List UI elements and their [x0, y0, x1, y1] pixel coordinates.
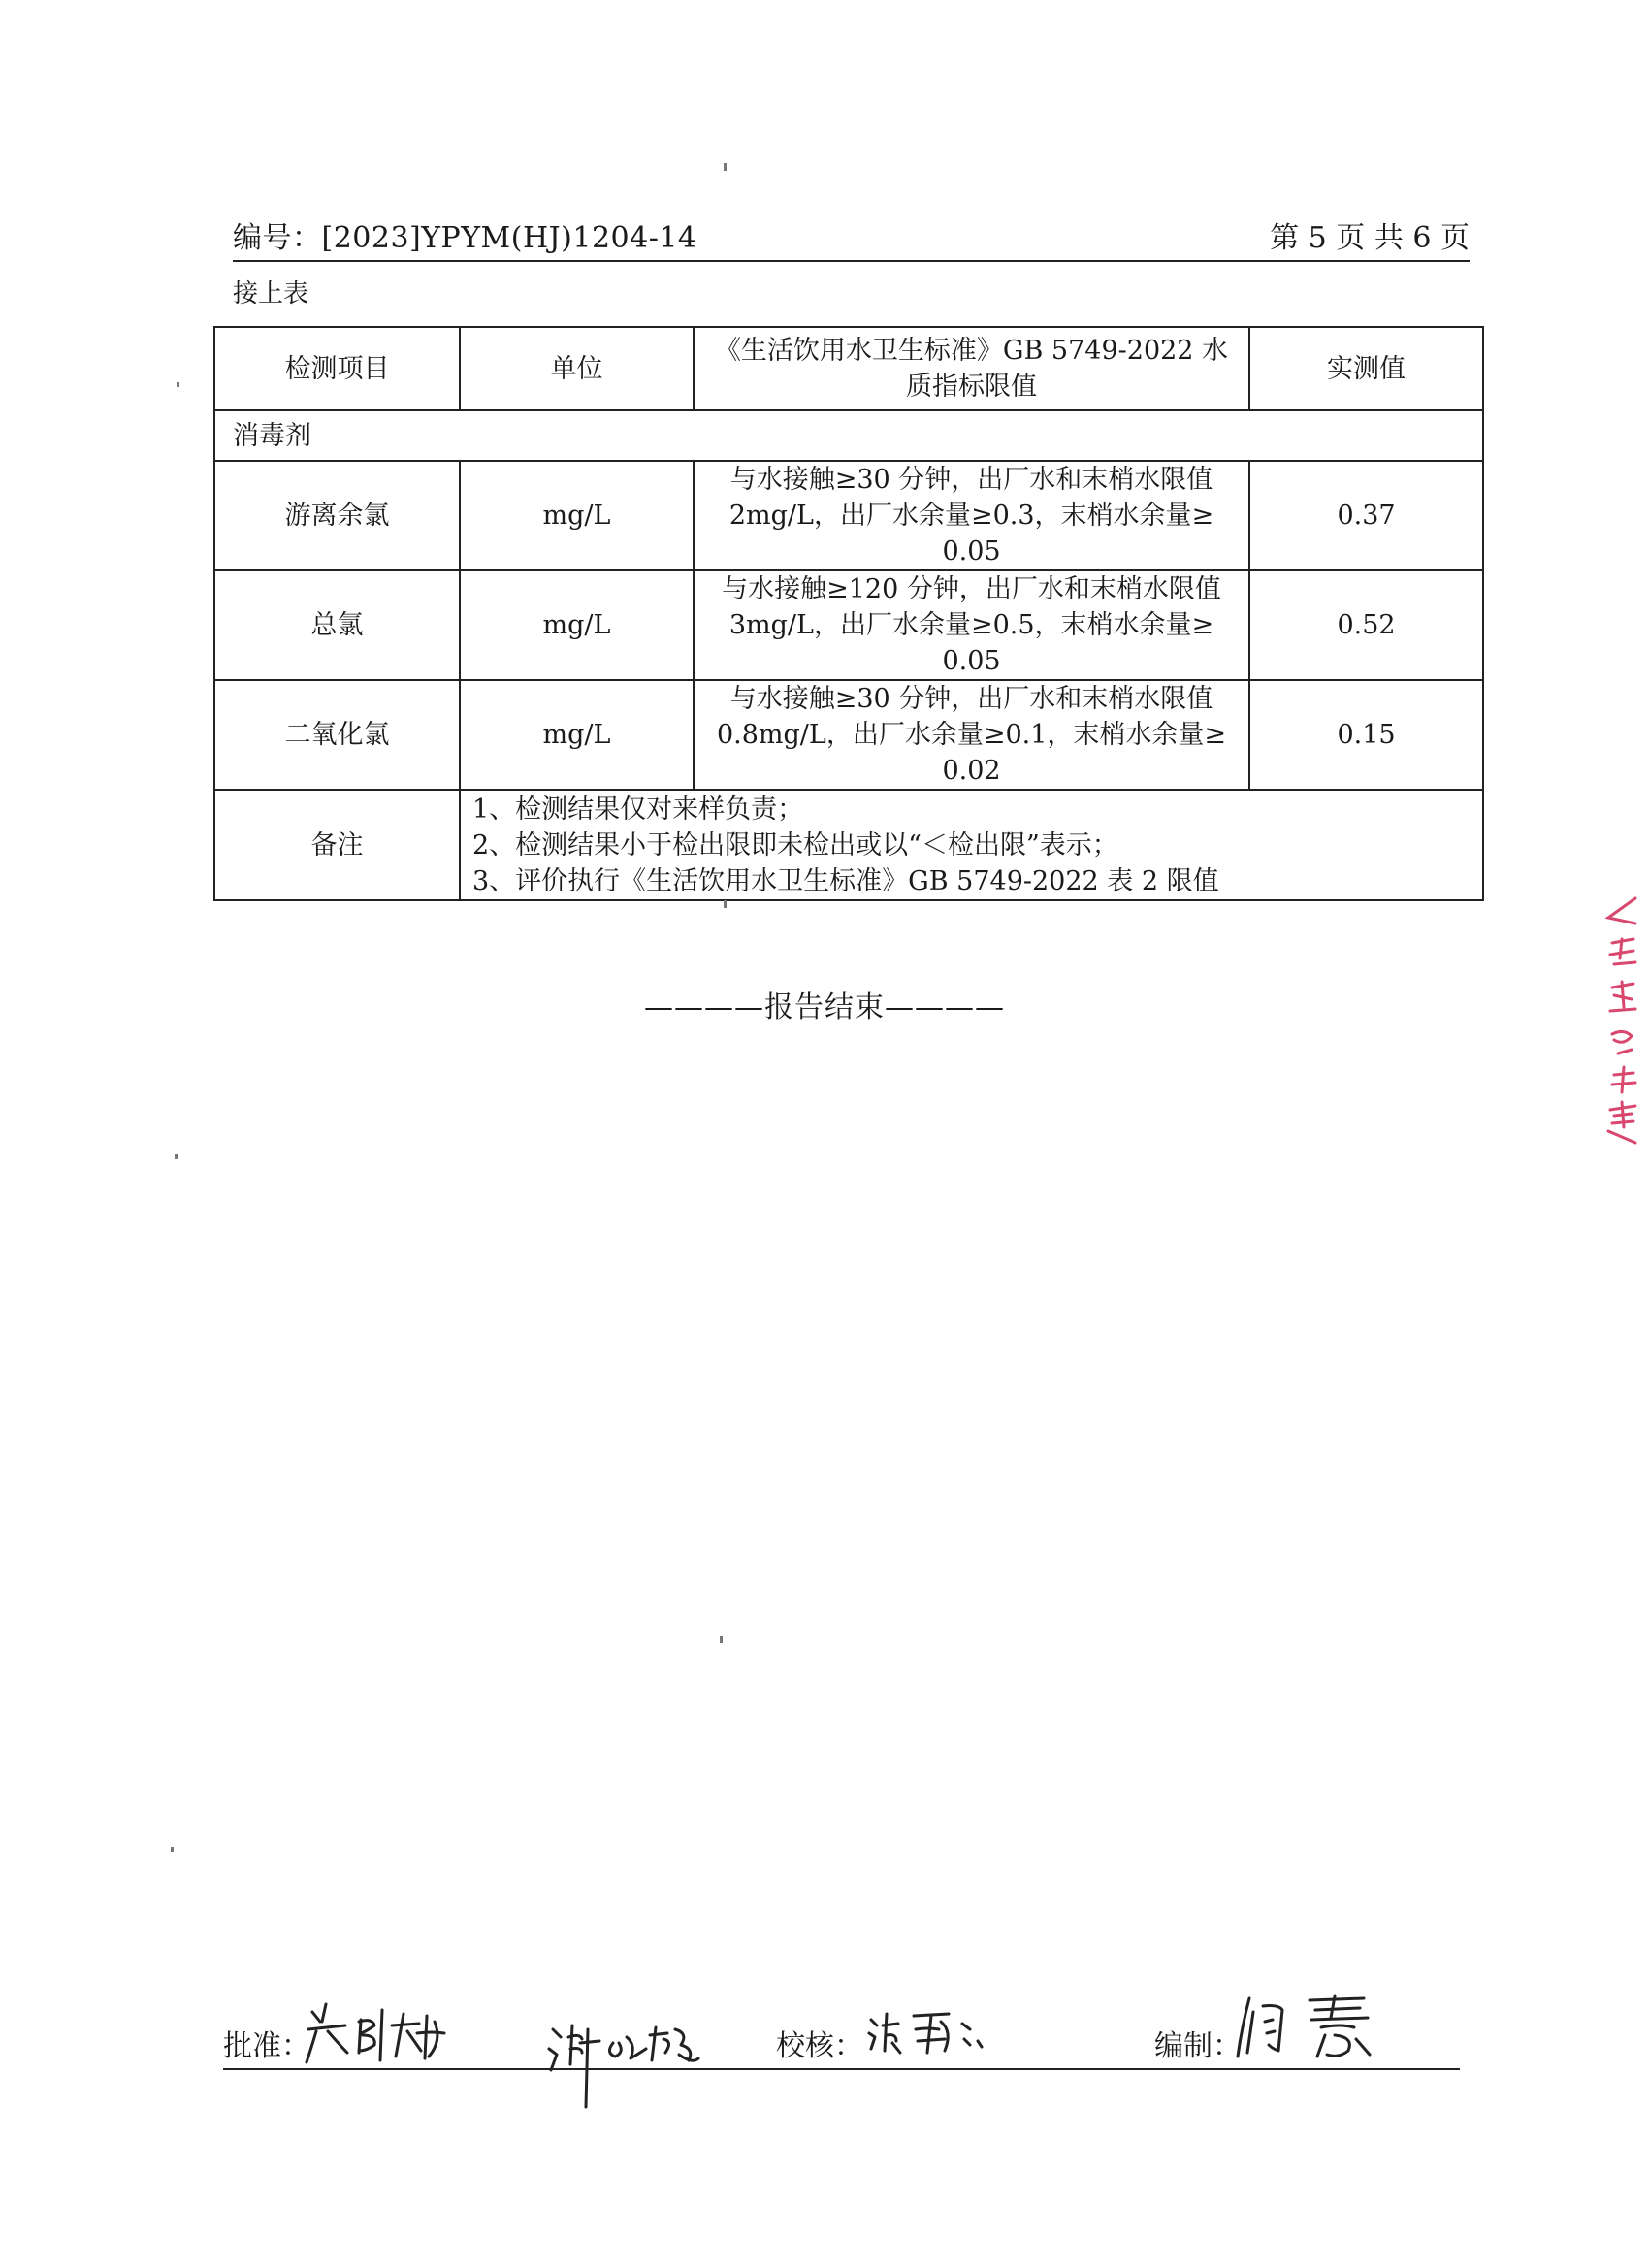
row-unit: mg/L — [460, 461, 694, 570]
limit-line: 0.05 — [942, 646, 1001, 676]
remark-line: 1、检测结果仅对来样负责； — [472, 794, 804, 825]
limit-line: 0.8mg/L，出厂水余量≥0.1，末梢水余量≥ — [716, 720, 1227, 750]
results-table — [213, 326, 1484, 901]
row-measured: 0.52 — [1249, 570, 1483, 680]
header-item: 检测项目 — [214, 327, 460, 410]
approver-signature-2 — [543, 2010, 708, 2117]
row-limit — [694, 461, 1249, 570]
remark-line: 3、评价执行《生活饮用水卫生标准》GB 5749-2022 表 2 限值 — [472, 865, 1219, 896]
row-item: 游离余氯 — [214, 461, 460, 570]
remark-line: 2、检测结果小于检出限即未检出或以“＜检出限”表示； — [472, 829, 1118, 860]
scan-mark — [175, 1154, 178, 1159]
row-item: 二氧化氯 — [214, 680, 460, 790]
row-unit: mg/L — [460, 680, 694, 790]
section-title: 消毒剂 — [214, 410, 1483, 461]
header-unit: 单位 — [460, 327, 694, 410]
compile-label: 编制： — [1154, 2029, 1242, 2063]
report-end: ————报告结束———— — [644, 990, 1005, 1024]
table-row — [214, 461, 1483, 570]
scan-mark — [177, 382, 179, 387]
limit-line: 2mg/L，出厂水余量≥0.3，末梢水余量≥ — [728, 501, 1214, 531]
review-label: 校核： — [776, 2029, 863, 2063]
table-row — [214, 680, 1483, 790]
limit-line: 与水接触≥120 分钟，出厂水和末梢水限值 — [722, 574, 1221, 604]
report-header — [233, 215, 1470, 262]
remarks-content — [460, 790, 1483, 900]
seal-stamp — [1602, 894, 1641, 1147]
row-measured: 0.37 — [1249, 461, 1483, 570]
approver-signature — [303, 1993, 497, 2070]
limit-line: 0.02 — [942, 756, 1001, 786]
scan-mark — [171, 1847, 174, 1852]
header-limit-line1: 《生活饮用水卫生标准》GB 5749-2022 水 — [714, 336, 1229, 366]
remarks-row — [214, 790, 1483, 900]
limit-line: 3mg/L，出厂水余量≥0.5，末梢水余量≥ — [728, 610, 1214, 640]
row-measured: 0.15 — [1249, 680, 1483, 790]
row-unit: mg/L — [460, 570, 694, 680]
continued-label: 接上表 — [233, 279, 309, 308]
approve-label: 批准： — [223, 2029, 310, 2063]
report-number: 编号：[2023]YPYM(HJ)1204-14 — [233, 221, 697, 255]
reviewer-signature — [863, 2002, 999, 2064]
header-limit-line2: 质指标限值 — [906, 372, 1037, 402]
scan-mark — [724, 163, 727, 171]
scan-mark — [724, 900, 727, 908]
limit-line: 0.05 — [942, 536, 1001, 567]
table-row — [214, 570, 1483, 680]
row-limit — [694, 680, 1249, 790]
remarks-label: 备注 — [214, 790, 460, 900]
page-indicator: 第 5 页 共 6 页 — [1270, 221, 1470, 255]
header-limit — [694, 327, 1249, 410]
limit-line: 与水接触≥30 分钟，出厂水和末梢水限值 — [729, 684, 1213, 714]
table-header-row — [214, 327, 1483, 410]
signature-footer — [223, 2010, 1460, 2070]
row-item: 总氯 — [214, 570, 460, 680]
compiler-signature — [1234, 1989, 1399, 2066]
scan-mark — [720, 1636, 723, 1643]
header-measured: 实测值 — [1249, 327, 1483, 410]
row-limit — [694, 570, 1249, 680]
section-row — [214, 410, 1483, 461]
limit-line: 与水接触≥30 分钟，出厂水和末梢水限值 — [729, 465, 1213, 495]
